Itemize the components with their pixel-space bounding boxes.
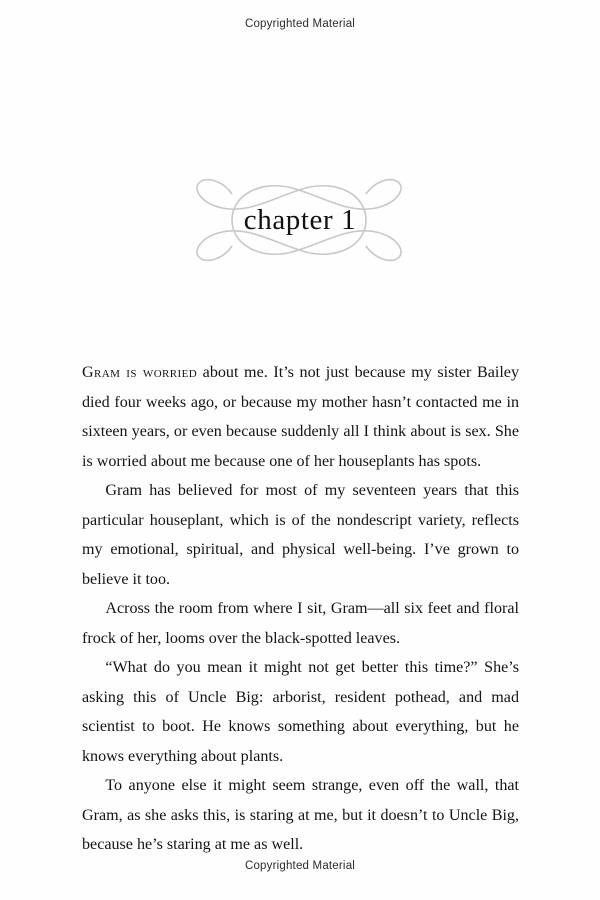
paragraph-text: To anyone else it might seem strange, even off the wall, that Gram, as she asks this, is staring at me, but it doesn’t to Uncle Big, because he’s staring at me as well.: [82, 777, 519, 853]
paragraph-text: Across the room from where I sit, Gram—all six feet and floral frock of her, looms over the black-spotted leaves.: [82, 600, 519, 647]
paragraph: [82, 476, 519, 594]
watermark-bottom: Copyrighted Material: [244, 860, 356, 872]
chapter-body-text: [82, 358, 519, 860]
watermark-top: Copyrighted Material: [244, 18, 356, 30]
chapter-heading-block: [0, 168, 600, 278]
paragraph-text: Gram has believed for most of my seventeen years that this particular houseplant, which is of the nondescript variety, reflects my emotional, spiritual, and physical well-being. I’ve grown to believe it too.: [82, 482, 519, 588]
paragraph: [82, 653, 519, 771]
paragraph: [82, 594, 519, 653]
small-caps-lead: Gram is worried: [82, 364, 198, 381]
paragraph-text: “What do you mean it might not get better this time?” She’s asking this of Uncle Big: arborist, resident pothead, and mad scientist to boot. He knows something about everything, but he knows everything about plants.: [82, 659, 519, 765]
paragraph: [82, 771, 519, 860]
chapter-title: chapter 1: [243, 204, 357, 236]
paragraph: [82, 358, 519, 476]
paragraph-text: about me. It’s not just because my sister Bailey died four weeks ago, or because my mother hasn’t contacted me in sixteen years, or even because suddenly all I think about is sex. She is worried about me because one of her houseplants has spots.: [82, 364, 519, 470]
